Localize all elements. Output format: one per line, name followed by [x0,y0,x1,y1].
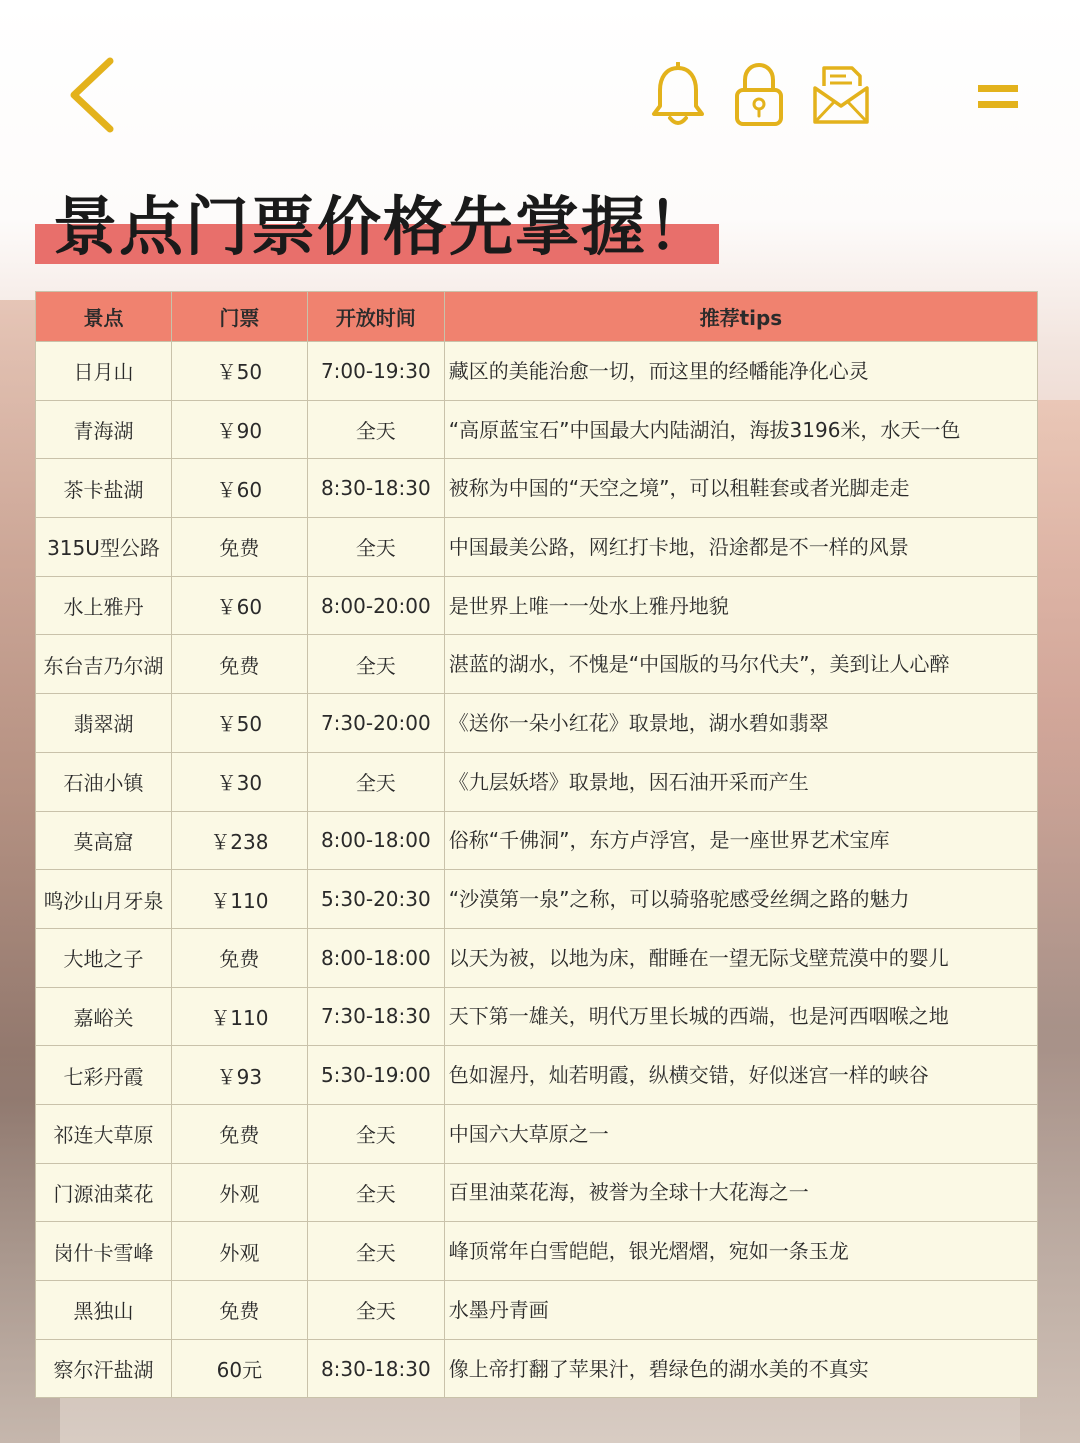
cell-ticket: ￥238 [171,811,307,870]
cell-spot: 翡翠湖 [36,694,172,753]
cell-hours: 8:30-18:30 [307,1339,444,1398]
cell-ticket: ￥60 [171,459,307,518]
cell-ticket: 免费 [171,928,307,987]
cell-hours: 全天 [307,1222,444,1281]
cell-tips: “高原蓝宝石”中国最大内陆湖泊，海拔3196米，水天一色 [444,400,1037,459]
cell-tips: 是世界上唯一一处水上雅丹地貌 [444,576,1037,635]
cell-tips: 《九层妖塔》取景地，因石油开采而产生 [444,752,1037,811]
table-row [36,987,1038,1046]
column-header-ticket: 门票 [171,292,307,342]
cell-tips: 被称为中国的“天空之境”，可以租鞋套或者光脚走走 [444,459,1037,518]
lock-icon[interactable] [733,62,785,128]
table-row [36,459,1038,518]
cell-ticket: 外观 [171,1222,307,1281]
table-row [36,400,1038,459]
cell-hours: 7:30-20:00 [307,694,444,753]
cell-tips: 《送你一朵小红花》取景地，湖水碧如翡翠 [444,694,1037,753]
table-row [36,1104,1038,1163]
cell-tips: 峰顶常年白雪皑皑，银光熠熠，宛如一条玉龙 [444,1222,1037,1281]
cell-tips: 色如渥丹，灿若明霞，纵横交错，好似迷宫一样的峡谷 [444,1046,1037,1105]
cell-hours: 全天 [307,1104,444,1163]
cell-ticket: 免费 [171,1281,307,1340]
cell-tips: 中国六大草原之一 [444,1104,1037,1163]
cell-hours: 全天 [307,400,444,459]
table-row [36,1281,1038,1340]
cell-hours: 全天 [307,518,444,577]
cell-tips: 湛蓝的湖水，不愧是“中国版的马尔代夫”，美到让人心醉 [444,635,1037,694]
cell-spot: 莫高窟 [36,811,172,870]
table-row [36,694,1038,753]
bell-icon[interactable] [650,62,706,128]
table-row [36,576,1038,635]
cell-ticket: ￥93 [171,1046,307,1105]
cell-spot: 祁连大草原 [36,1104,172,1163]
table-row [36,518,1038,577]
cell-tips: 藏区的美能治愈一切，而这里的经幡能净化心灵 [444,342,1037,401]
cell-ticket: ￥30 [171,752,307,811]
page-title: 景点门票价格先掌握！ [53,191,713,265]
page-title-block [35,170,735,270]
cell-hours: 8:00-18:00 [307,811,444,870]
table-row [36,635,1038,694]
cell-spot: 大地之子 [36,928,172,987]
table-header-row [36,292,1038,342]
column-header-spot: 景点 [36,292,172,342]
table-row [36,752,1038,811]
table-row [36,1339,1038,1398]
cell-spot: 水上雅丹 [36,576,172,635]
cell-spot: 东台吉乃尔湖 [36,635,172,694]
cell-ticket: ￥110 [171,987,307,1046]
cell-spot: 黑独山 [36,1281,172,1340]
cell-hours: 全天 [307,1163,444,1222]
cell-ticket: ￥60 [171,576,307,635]
cell-hours: 7:30-18:30 [307,987,444,1046]
cell-spot: 门源油菜花 [36,1163,172,1222]
cell-spot: 嘉峪关 [36,987,172,1046]
cell-hours: 8:00-18:00 [307,928,444,987]
cell-spot: 岗什卡雪峰 [36,1222,172,1281]
cell-tips: 像上帝打翻了苹果汁，碧绿色的湖水美的不真实 [444,1339,1037,1398]
column-header-tips: 推荐tips [444,292,1037,342]
cell-hours: 7:00-19:30 [307,342,444,401]
ticket-price-table [35,291,1038,1398]
cell-ticket: ￥50 [171,342,307,401]
cell-ticket: 60元 [171,1339,307,1398]
table-row [36,342,1038,401]
cell-hours: 8:00-20:00 [307,576,444,635]
cell-ticket: ￥50 [171,694,307,753]
cell-spot: 茶卡盐湖 [36,459,172,518]
column-header-hours: 开放时间 [307,292,444,342]
cell-spot: 石油小镇 [36,752,172,811]
cell-ticket: 外观 [171,1163,307,1222]
mail-icon[interactable] [812,64,870,126]
cell-tips: 以天为被，以地为床，酣睡在一望无际戈壁荒漠中的婴儿 [444,928,1037,987]
cell-tips: 水墨丹青画 [444,1281,1037,1340]
cell-hours: 全天 [307,635,444,694]
cell-tips: 百里油菜花海，被誉为全球十大花海之一 [444,1163,1037,1222]
cell-spot: 青海湖 [36,400,172,459]
cell-spot: 鸣沙山月牙泉 [36,870,172,929]
cell-hours: 5:30-19:00 [307,1046,444,1105]
menu-icon[interactable] [976,82,1020,112]
table-row [36,870,1038,929]
cell-spot: 察尔汗盐湖 [36,1339,172,1398]
cell-tips: 天下第一雄关，明代万里长城的西端，也是河西咽喉之地 [444,987,1037,1046]
cell-tips: 俗称“千佛洞”，东方卢浮宫，是一座世界艺术宝库 [444,811,1037,870]
table-row [36,1046,1038,1105]
table-row [36,1163,1038,1222]
top-bar [0,0,1080,160]
cell-spot: 七彩丹霞 [36,1046,172,1105]
cell-spot: 315U型公路 [36,518,172,577]
cell-tips: “沙漠第一泉”之称，可以骑骆驼感受丝绸之路的魅力 [444,870,1037,929]
cell-ticket: 免费 [171,635,307,694]
table-row [36,811,1038,870]
cell-hours: 全天 [307,752,444,811]
cell-spot: 日月山 [36,342,172,401]
table-row [36,928,1038,987]
table-row [36,1222,1038,1281]
cell-ticket: ￥90 [171,400,307,459]
cell-tips: 中国最美公路，网红打卡地，沿途都是不一样的风景 [444,518,1037,577]
back-arrow-icon[interactable] [62,55,122,135]
cell-hours: 5:30-20:30 [307,870,444,929]
cell-ticket: 免费 [171,1104,307,1163]
cell-ticket: ￥110 [171,870,307,929]
cell-hours: 8:30-18:30 [307,459,444,518]
cell-hours: 全天 [307,1281,444,1340]
cell-ticket: 免费 [171,518,307,577]
